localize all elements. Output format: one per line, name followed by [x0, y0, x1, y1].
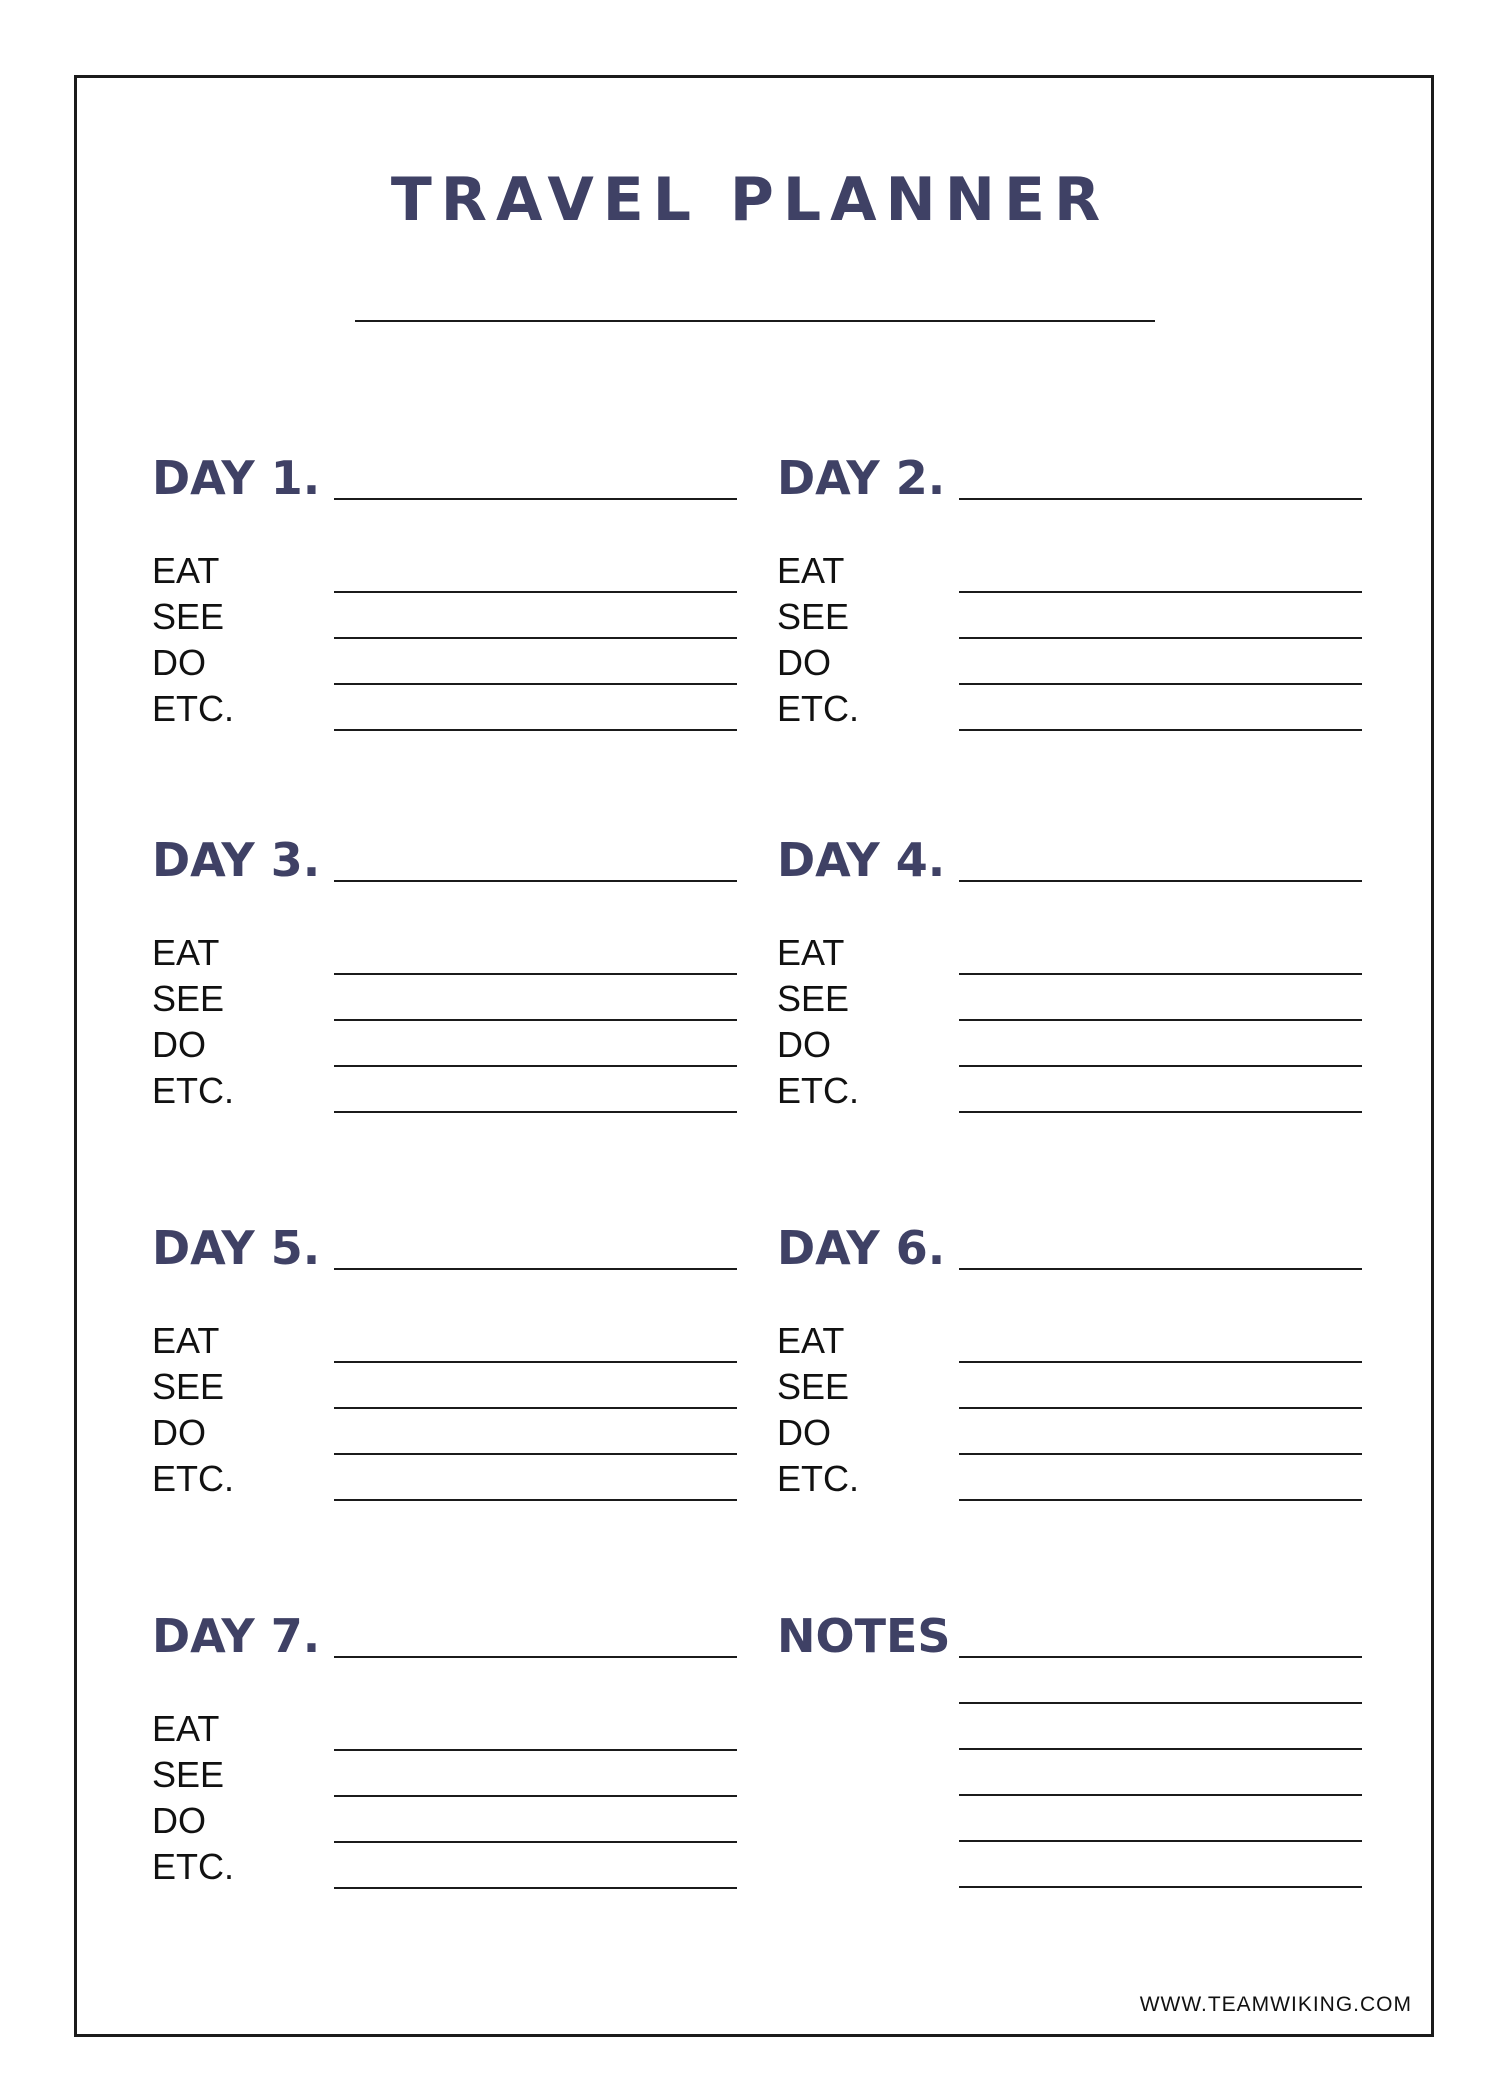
website-footer: WWW.TEAMWIKING.COM — [1139, 1993, 1412, 2016]
do-label: DO — [777, 1024, 831, 1065]
eat-row — [152, 547, 752, 593]
etc-row — [777, 1455, 1377, 1501]
see-label: SEE — [777, 596, 850, 637]
see-label: SEE — [777, 978, 850, 1019]
day-block-2 — [777, 451, 1377, 745]
do-row — [152, 639, 752, 685]
etc-line[interactable] — [959, 1111, 1362, 1113]
see-row — [777, 1363, 1377, 1409]
etc-label: ETC. — [152, 1458, 235, 1499]
etc-label: ETC. — [777, 1070, 860, 1111]
do-label: DO — [152, 1412, 206, 1453]
etc-line[interactable] — [959, 729, 1362, 731]
do-label: DO — [777, 1412, 831, 1453]
do-row — [777, 1409, 1377, 1455]
eat-label: EAT — [152, 1708, 220, 1749]
page-title: TRAVEL PLANNER — [390, 165, 1110, 235]
day-title-line[interactable] — [959, 498, 1362, 500]
day-block-3 — [152, 833, 752, 1127]
day-heading: DAY 4. — [777, 833, 946, 887]
etc-row — [152, 1455, 752, 1501]
see-row — [152, 593, 752, 639]
notes-line[interactable] — [959, 1656, 1362, 1658]
day-block-7 — [152, 1609, 752, 1903]
see-row — [152, 1363, 752, 1409]
etc-row — [777, 1067, 1377, 1113]
eat-label: EAT — [777, 550, 845, 591]
eat-row — [777, 547, 1377, 593]
see-label: SEE — [152, 1366, 225, 1407]
eat-label: EAT — [152, 550, 220, 591]
day-title-line[interactable] — [959, 880, 1362, 882]
etc-label: ETC. — [152, 1846, 235, 1887]
see-label: SEE — [777, 1366, 850, 1407]
etc-line[interactable] — [334, 1887, 737, 1889]
do-row — [777, 1021, 1377, 1067]
eat-row — [777, 929, 1377, 975]
day-block-4 — [777, 833, 1377, 1127]
notes-line[interactable] — [959, 1794, 1362, 1796]
do-label: DO — [152, 642, 206, 683]
do-label: DO — [777, 642, 831, 683]
see-row — [152, 975, 752, 1021]
day-heading: DAY 6. — [777, 1221, 946, 1275]
day-heading: DAY 7. — [152, 1609, 321, 1663]
etc-label: ETC. — [777, 1458, 860, 1499]
notes-heading: NOTES — [777, 1609, 951, 1663]
see-row — [152, 1751, 752, 1797]
do-label: DO — [152, 1024, 206, 1065]
etc-line[interactable] — [959, 1499, 1362, 1501]
eat-row — [777, 1317, 1377, 1363]
trip-name-line[interactable] — [355, 320, 1155, 322]
see-row — [777, 593, 1377, 639]
day-title-line[interactable] — [334, 498, 737, 500]
eat-row — [152, 929, 752, 975]
etc-label: ETC. — [152, 688, 235, 729]
day-title-line[interactable] — [334, 880, 737, 882]
day-heading: DAY 2. — [777, 451, 946, 505]
day-title-line[interactable] — [334, 1656, 737, 1658]
etc-line[interactable] — [334, 1499, 737, 1501]
day-heading: DAY 1. — [152, 451, 321, 505]
etc-row — [777, 685, 1377, 731]
see-label: SEE — [152, 1754, 225, 1795]
etc-row — [152, 1067, 752, 1113]
day-block-6 — [777, 1221, 1377, 1515]
notes-block — [777, 1609, 1377, 1903]
see-label: SEE — [152, 596, 225, 637]
notes-line[interactable] — [959, 1886, 1362, 1888]
etc-row — [152, 1843, 752, 1889]
day-block-1 — [152, 451, 752, 745]
do-row — [152, 1021, 752, 1067]
do-row — [152, 1797, 752, 1843]
day-title-line[interactable] — [959, 1268, 1362, 1270]
see-label: SEE — [152, 978, 225, 1019]
see-row — [777, 975, 1377, 1021]
etc-line[interactable] — [334, 1111, 737, 1113]
eat-label: EAT — [777, 932, 845, 973]
notes-line[interactable] — [959, 1748, 1362, 1750]
eat-label: EAT — [777, 1320, 845, 1361]
eat-row — [152, 1705, 752, 1751]
day-heading: DAY 5. — [152, 1221, 321, 1275]
day-block-5 — [152, 1221, 752, 1515]
do-row — [777, 639, 1377, 685]
notes-line[interactable] — [959, 1840, 1362, 1842]
etc-row — [152, 685, 752, 731]
etc-line[interactable] — [334, 729, 737, 731]
day-heading: DAY 3. — [152, 833, 321, 887]
day-title-line[interactable] — [334, 1268, 737, 1270]
eat-row — [152, 1317, 752, 1363]
do-label: DO — [152, 1800, 206, 1841]
notes-line[interactable] — [959, 1702, 1362, 1704]
etc-label: ETC. — [152, 1070, 235, 1111]
eat-label: EAT — [152, 1320, 220, 1361]
do-row — [152, 1409, 752, 1455]
etc-label: ETC. — [777, 688, 860, 729]
eat-label: EAT — [152, 932, 220, 973]
